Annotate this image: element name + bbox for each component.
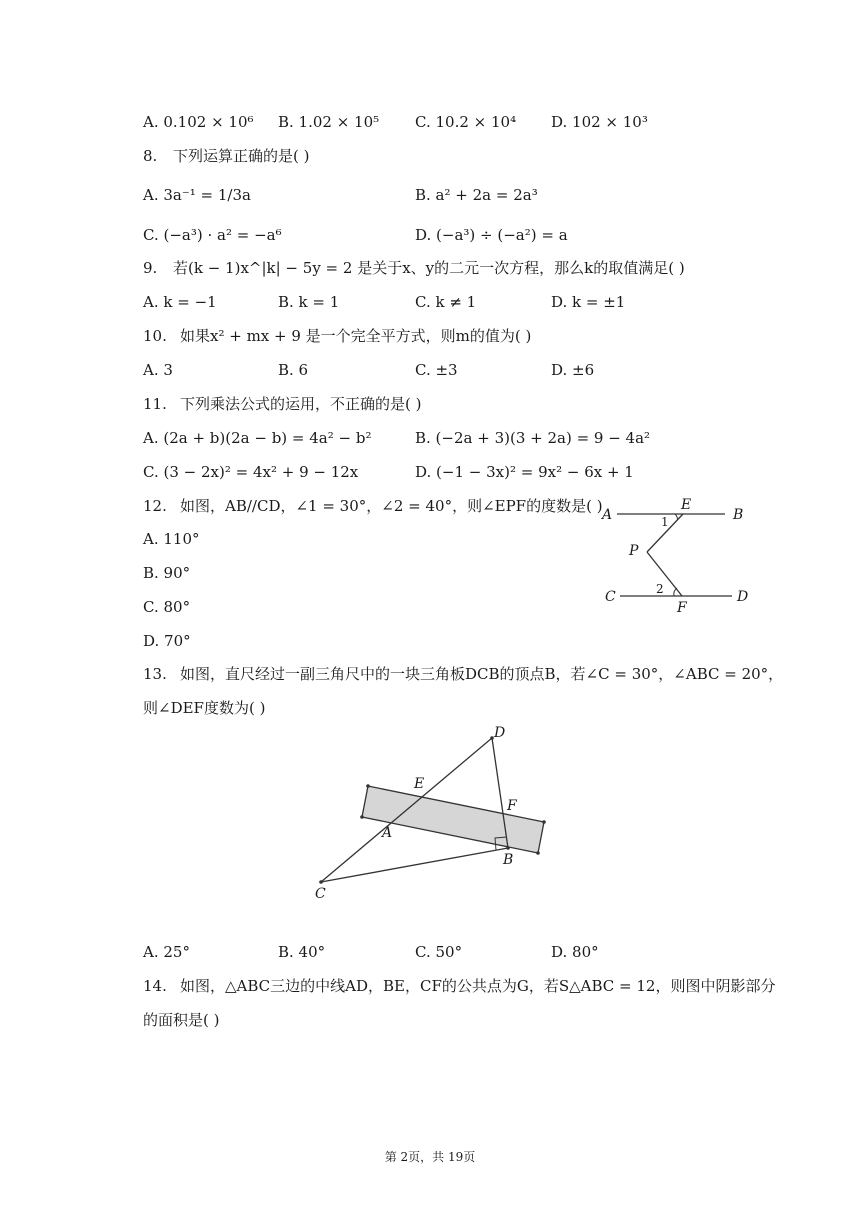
segment-cb (321, 848, 508, 882)
q8-option-c: C. (−a³) · a² = −a⁶ (143, 226, 282, 244)
q10-option-c: C. ±3 (415, 361, 458, 379)
q12-figure (595, 495, 760, 620)
q12-option-b: B. 90° (143, 564, 191, 582)
label-1: 1 (661, 515, 669, 529)
q11-option-b: B. (−2a + 3)(3 + 2a) = 9 − 4a² (415, 429, 651, 447)
label-c: C (315, 886, 326, 902)
q10-number: 10. (143, 327, 167, 345)
q11-option-c: C. (3 − 2x)² = 4x² + 9 − 12x (143, 463, 359, 481)
q13-option-c: C. 50° (415, 943, 463, 961)
q7-option-b: B. 1.02 × 10⁵ (278, 113, 380, 131)
q14-number: 14. (143, 977, 167, 995)
q12-stem (143, 496, 603, 516)
label-e: E (681, 497, 692, 513)
q13-figure (300, 720, 560, 905)
q11-stem-text: 下列乘法公式的运用，不正确的是( ) (180, 395, 422, 413)
label-p: P (629, 543, 639, 559)
q8-option-d: D. (−a³) ÷ (−a²) = a (415, 226, 568, 244)
q9-option-a: A. k = −1 (143, 293, 217, 311)
q13-option-a: A. 25° (143, 943, 190, 961)
label-a: A (602, 507, 613, 523)
q8-stem (143, 146, 309, 166)
angle-1-arc (675, 514, 678, 520)
q11-stem (143, 394, 421, 414)
q9-option-b: B. k = 1 (278, 293, 340, 311)
q10-option-d: D. ±6 (551, 361, 595, 379)
q13-option-d: D. 80° (551, 943, 599, 961)
q12-option-d: D. 70° (143, 632, 191, 650)
q8-number: 8. (143, 147, 158, 165)
label-f: F (507, 798, 517, 814)
q7-option-a: A. 0.102 × 10⁶ (143, 113, 254, 131)
q13-stem-line2: 则∠DEF度数为( ) (143, 699, 266, 717)
label-2: 2 (656, 582, 664, 596)
label-b: B (503, 852, 514, 868)
q7-option-c: C. 10.2 × 10⁴ (415, 113, 517, 131)
q9-option-d: D. k = ±1 (551, 293, 626, 311)
label-e: E (414, 776, 425, 792)
q9-stem-text: 若(k − 1)x^|k| − 5y = 2 是关于x、y的二元一次方程，那么k的取值满足( ) (173, 259, 685, 277)
label-b: B (733, 507, 744, 523)
q12-number: 12. (143, 497, 167, 515)
label-d: D (494, 725, 506, 741)
q9-number: 9. (143, 259, 158, 277)
q11-number: 11. (143, 395, 167, 413)
label-d: D (737, 589, 749, 605)
q11-option-d: D. (−1 − 3x)² = 9x² − 6x + 1 (415, 463, 634, 481)
q13-number: 13. (143, 665, 167, 683)
q7-option-d: D. 102 × 10³ (551, 113, 648, 131)
label-f: F (677, 600, 687, 616)
q14-stem-line1 (143, 976, 775, 996)
q12-stem-text: 如图，AB//CD，∠1 = 30°，∠2 = 40°，则∠EPF的度数是( ) (180, 497, 603, 515)
q10-option-a: A. 3 (143, 361, 173, 379)
page-footer: 第 2页，共 19页 (384, 1150, 476, 1164)
q11-option-a: A. (2a + b)(2a − b) = 4a² − b² (143, 429, 372, 447)
segment-pf (647, 552, 682, 596)
q10-stem-text: 如果x² + mx + 9 是一个完全平方式，则m的值为( ) (180, 327, 532, 345)
ruler (362, 786, 544, 853)
label-c: C (605, 589, 616, 605)
q9-option-c: C. k ≠ 1 (415, 293, 477, 311)
q13-stem-text: 如图，直尺经过一副三角尺中的一块三角板DCB的顶点B，若∠C = 30°，∠ABC = 20°， (180, 665, 784, 683)
q10-option-b: B. 6 (278, 361, 309, 379)
q13-option-b: B. 40° (278, 943, 326, 961)
q10-stem (143, 326, 531, 346)
q8-option-a: A. 3a⁻¹ = 1/3a (143, 186, 251, 204)
q13-stem-line1 (143, 664, 783, 684)
q12-option-a: A. 110° (143, 530, 200, 548)
q9-stem (143, 258, 685, 278)
q14-stem-line2: 的面积是( ) (143, 1011, 220, 1029)
q8-stem-text: 下列运算正确的是( ) (173, 147, 310, 165)
label-a: A (382, 825, 393, 841)
q14-stem-text: 如图，△ABC三边的中线AD，BE，CF的公共点为G，若S△ABC = 12，则图中阴影部分 (180, 977, 776, 995)
q8-option-b: B. a² + 2a = 2a³ (415, 186, 538, 204)
q12-option-c: C. 80° (143, 598, 191, 616)
